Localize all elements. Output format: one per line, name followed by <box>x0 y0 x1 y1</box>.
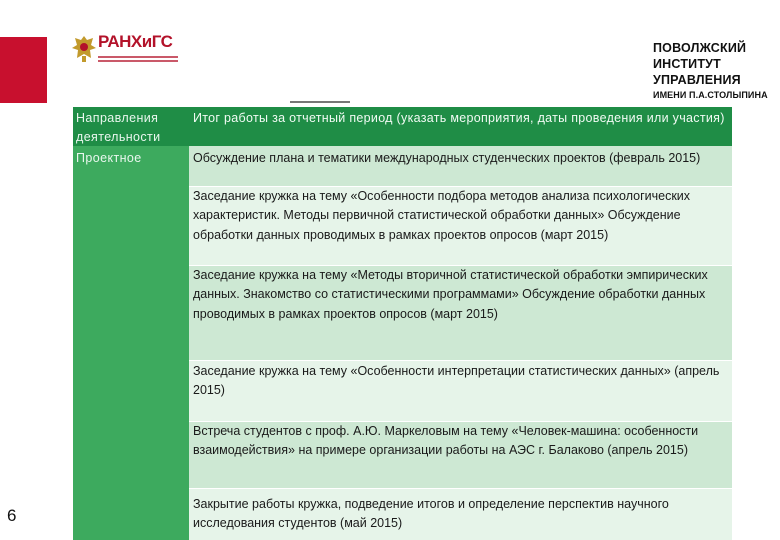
institute-line: ПОВОЛЖСКИЙ <box>653 41 747 55</box>
logo-subline <box>98 60 178 62</box>
table-row <box>189 489 732 540</box>
results-header-cell <box>189 107 732 146</box>
column-header-results: Итог работы за отчетный период (указать мероприятия, даты проведения или участия) <box>193 111 725 125</box>
red-accent-bar <box>0 37 47 103</box>
row-text: Обсуждение плана и тематики международных студенческих проектов (февраль 2015) <box>193 151 701 165</box>
row-text: Заседание кружка на тему «Особенности подбора методов анализа психологических характеристик. Методы первичной статистической обработки данных» Обсуждение обработки данных проводимых в рамках проектов опросов (март 2015) <box>193 189 691 242</box>
page-number: 6 <box>7 506 17 525</box>
category-header-cell <box>73 107 189 146</box>
ranepa-logo <box>71 32 181 68</box>
row-text: Заседание кружка на тему «Методы вторичной статистической обработки эмпирических данных. Знакомство со статистическими программами» Обсуждение обработки данных проводимых в рамках проектов опросов (март 2015) <box>193 268 708 321</box>
institute-line: УПРАВЛЕНИЯ <box>653 73 741 87</box>
category-label: Проектное <box>76 151 142 165</box>
table-row <box>189 266 732 360</box>
eagle-emblem-icon <box>71 34 97 64</box>
category-column <box>73 107 189 540</box>
institute-line: ИНСТИТУТ <box>653 57 721 71</box>
table-row <box>189 422 732 488</box>
logo-text: РАНХиГС <box>98 32 173 51</box>
row-text: Встреча студентов с проф. А.Ю. Маркеловым на тему «Человек-машина: особенности взаимодействия» на примере организации работы на АЭС г. Балаково (апрель 2015) <box>193 424 699 458</box>
divider <box>290 101 350 103</box>
logo-subline <box>98 56 178 58</box>
row-text: Закрытие работы кружка, подведение итогов и определение перспектив научного исследования студентов (май 2015) <box>193 497 669 531</box>
results-column <box>189 107 732 540</box>
institute-subtitle: ИМЕНИ П.А.СТОЛЫПИНА <box>653 90 768 100</box>
column-header-directions: Направления деятельности <box>76 111 161 144</box>
report-table <box>73 107 732 540</box>
table-row <box>189 361 732 421</box>
table-row <box>189 147 732 186</box>
row-text: Заседание кружка на тему «Особенности интерпретации статистических данных» (апрель 2015) <box>193 364 720 398</box>
table-row <box>189 187 732 265</box>
institute-name <box>653 40 768 102</box>
